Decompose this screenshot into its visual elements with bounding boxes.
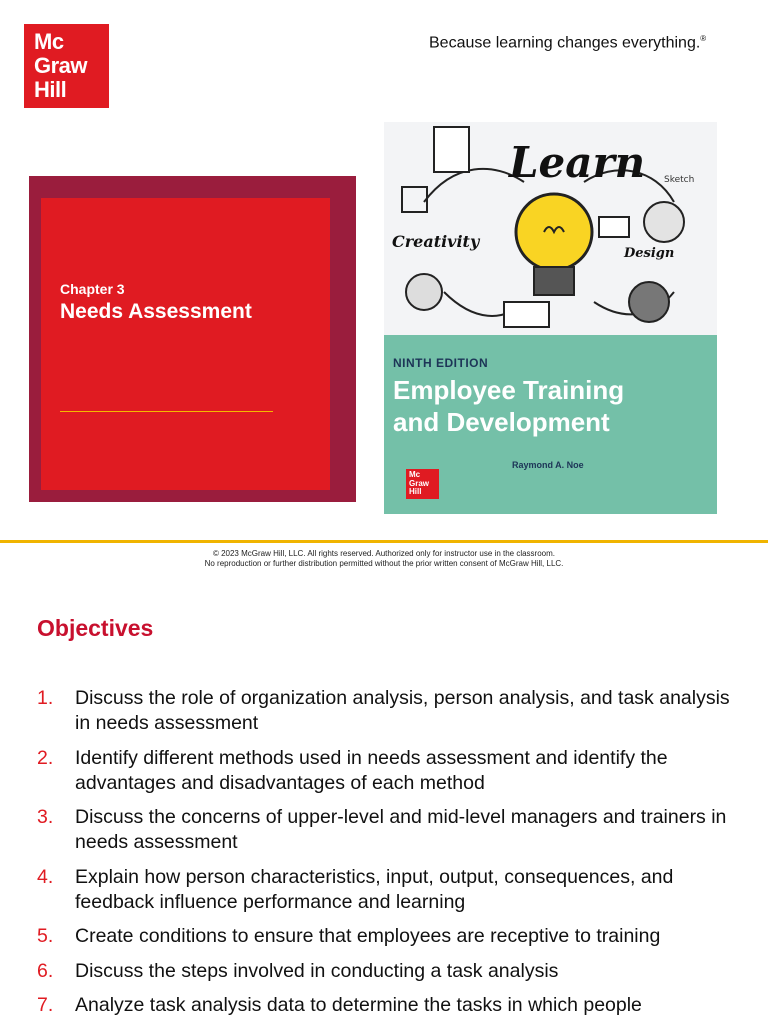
objective-text: Discuss the role of organization analysis, person analysis, and task analysis in needs assessment [75, 687, 730, 734]
objective-number: 5. [37, 925, 54, 947]
open-book-icon [504, 302, 549, 327]
art-word-design: Design [624, 246, 675, 261]
objective-number: 1. [37, 687, 54, 709]
copyright-notice [0, 549, 768, 569]
objective-item [37, 959, 747, 984]
art-word-learn: Learn [509, 138, 646, 187]
objective-text: Explain how person characteristics, input, output, consequences, and feedback influence performance and learning [75, 865, 674, 913]
cover-logo-line: Graw [409, 478, 430, 488]
objective-number: 2. [37, 746, 54, 769]
mcgraw-hill-logo [24, 24, 109, 108]
gold-divider [0, 540, 768, 543]
objective-number: 7. [37, 994, 54, 1016]
objectives-title: Objectives [37, 615, 154, 641]
cover-title [393, 374, 713, 438]
chapter-panel [41, 198, 330, 490]
brain-icon [644, 202, 684, 242]
cover-logo [406, 469, 439, 499]
objective-text: Discuss the concerns of upper-level and mid-level managers and trainers in needs assessment [75, 806, 727, 853]
learn-illustration [384, 122, 717, 335]
gear-icon [629, 282, 669, 322]
logo-line: Mc [34, 29, 64, 54]
art-word-sketch: Sketch [664, 175, 695, 185]
objective-item [37, 993, 747, 1018]
chapter-label: Chapter 3 [60, 281, 125, 297]
objective-text: Create conditions to ensure that employees are receptive to training [75, 925, 661, 947]
registered-mark: ® [700, 34, 707, 43]
cover-logo-line: Hill [409, 487, 422, 496]
objective-text: Analyze task analysis data to determine the tasks in which people [75, 994, 642, 1016]
copyright-line: No reproduction or further distribution permitted without the prior written consent of McGraw Hill, LLC. [204, 559, 564, 568]
objective-number: 3. [37, 806, 54, 828]
objective-item [37, 865, 747, 915]
cover-illustration [384, 122, 717, 335]
tagline-text: Because learning changes everything. [429, 34, 701, 52]
tagline [429, 34, 706, 52]
objective-text: Identify different methods used in needs assessment and identify the advantages and disadvantages of each method [75, 746, 668, 794]
cover-author: Raymond A. Noe [512, 460, 584, 470]
cover-title-line: and Development [393, 407, 610, 437]
font-icon [599, 217, 629, 237]
logo-line: Graw [34, 53, 88, 78]
cover-title-line: Employee Training [393, 375, 625, 405]
logo-line: Hill [34, 77, 67, 102]
art-word-creativity: Creativity [392, 232, 480, 251]
objective-item [37, 924, 747, 949]
cube-icon [402, 187, 427, 212]
chapter-divider [60, 411, 273, 412]
clipboard-icon [434, 127, 469, 172]
copyright-line: © 2023 McGraw Hill, LLC. All rights reserved. Authorized only for instructor use in the classroom. [212, 549, 556, 558]
cover-edition: NINTH EDITION [393, 356, 489, 370]
objective-number: 4. [37, 865, 54, 888]
objective-number: 6. [37, 959, 54, 982]
objectives-list [37, 686, 747, 1028]
cover-logo-line: Mc [409, 470, 421, 479]
objective-text: Discuss the steps involved in conducting a task analysis [75, 959, 559, 982]
objective-item [37, 686, 747, 736]
objective-item [37, 805, 747, 855]
wastebasket-icon [406, 274, 442, 310]
chapter-title: Needs Assessment [60, 300, 252, 323]
objective-item [37, 746, 747, 796]
lightbulb-icon [516, 194, 592, 295]
book-cover [384, 122, 717, 514]
